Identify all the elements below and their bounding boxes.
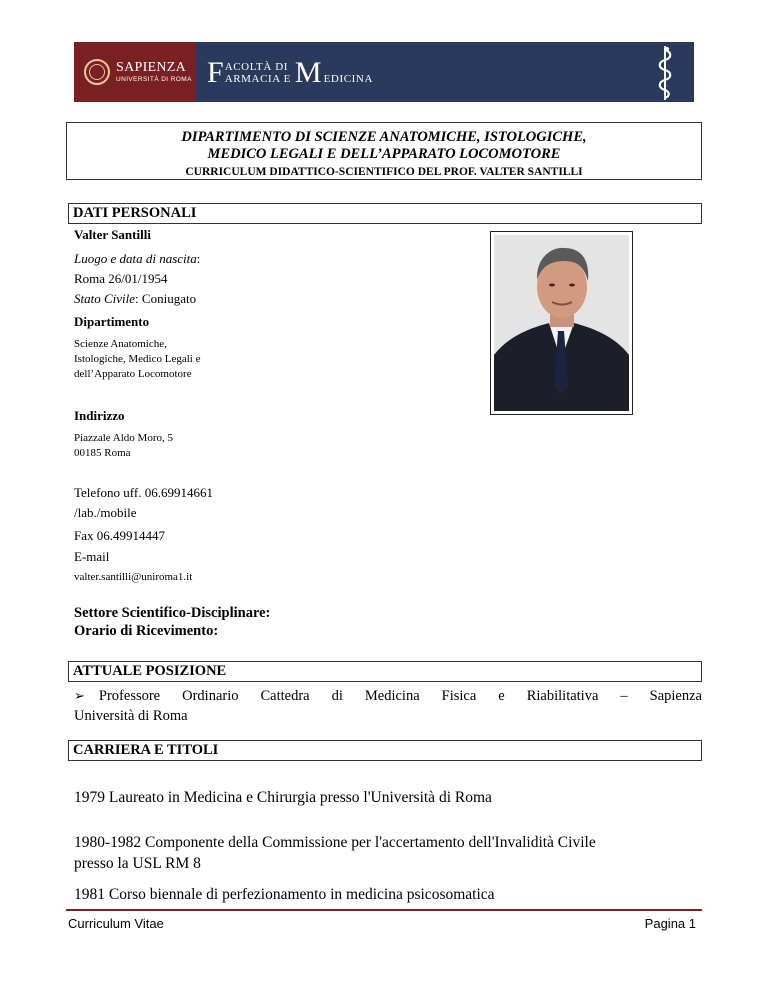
fax: Fax 06.49914447	[74, 528, 165, 543]
profile-photo	[490, 231, 633, 415]
department-line3: dell’Apparato Locomotore	[74, 368, 192, 380]
address-line1: Piazzale Aldo Moro, 5	[74, 432, 173, 444]
email-label: E-mail	[74, 549, 110, 564]
phone-line1: Telefono uff. 06.69914661	[74, 485, 213, 500]
position-line2: Università di Roma	[74, 708, 188, 724]
ssd-label: Settore Scientifico-Disciplinare:	[74, 605, 271, 621]
civil-status: Stato Civile: Coniugato	[74, 291, 197, 306]
page-number: Pagina 1	[644, 916, 696, 931]
career-item-2-line2: presso la USL RM 8	[74, 855, 201, 872]
email-value[interactable]: valter.santilli@uniroma1.it	[74, 571, 193, 583]
footer-left: Curriculum Vitae	[68, 916, 164, 931]
section-header-position: ATTUALE POSIZIONE	[68, 661, 702, 682]
bullet-arrow-icon: ➢	[74, 689, 85, 704]
faculty-banner	[195, 42, 694, 102]
portrait-image	[494, 235, 629, 411]
address-label: Indirizzo	[74, 408, 125, 423]
office-hours-label: Orario di Ricevimento:	[74, 623, 219, 639]
career-item-1: 1979 Laureato in Medicina e Chirurgia presso l'Università di Roma	[74, 789, 492, 806]
section-header-career: CARRIERA E TITOLI	[68, 740, 702, 761]
phone-line2: /lab./mobile	[74, 505, 137, 520]
department-title-line2: MEDICO LEGALI E DELL’APPARATO LOCOMOTORE	[207, 146, 561, 162]
department-line2: Istologiche, Medico Legali e	[74, 353, 201, 365]
university-logo	[74, 42, 195, 102]
department-title-line1: DIPARTIMENTO DI SCIENZE ANATOMICHE, ISTOLOGICHE,	[181, 129, 587, 145]
address-line2: 00185 Roma	[74, 447, 131, 459]
university-subtitle: UNIVERSITÀ DI ROMA	[116, 75, 192, 83]
header-banner	[74, 42, 694, 102]
person-name: Valter Santilli	[74, 227, 151, 242]
faculty-name: F ACOLTÀ DI ARMACIA E M EDICINA	[207, 56, 374, 89]
position-line1: ➢ Professore Ordinario Cattedra di Medicina Fisica e Riabilitativa – Sapienza	[74, 688, 702, 704]
curriculum-title: CURRICULUM DIDATTICO-SCIENTIFICO DEL PROF. VALTER SANTILLI	[185, 166, 583, 178]
birth-label: Luogo e data di nascita:	[74, 251, 201, 266]
birth-value: Roma 26/01/1954	[74, 271, 168, 286]
department-line1: Scienze Anatomiche,	[74, 338, 167, 350]
footer-divider	[66, 909, 702, 911]
document-title-box	[66, 122, 702, 180]
career-item-2-line1: 1980-1982 Componente della Commissione per l'accertamento dell'Invalidità Civile	[74, 834, 596, 851]
career-item-3: 1981 Corso biennale di perfezionamento in medicina psicosomatica	[74, 886, 495, 903]
university-name: SAPIENZA	[116, 59, 187, 75]
department-label: Dipartimento	[74, 314, 150, 329]
university-seal-icon	[84, 59, 110, 85]
section-header-personal: DATI PERSONALI	[68, 203, 702, 224]
asclepius-staff-icon	[650, 42, 680, 102]
